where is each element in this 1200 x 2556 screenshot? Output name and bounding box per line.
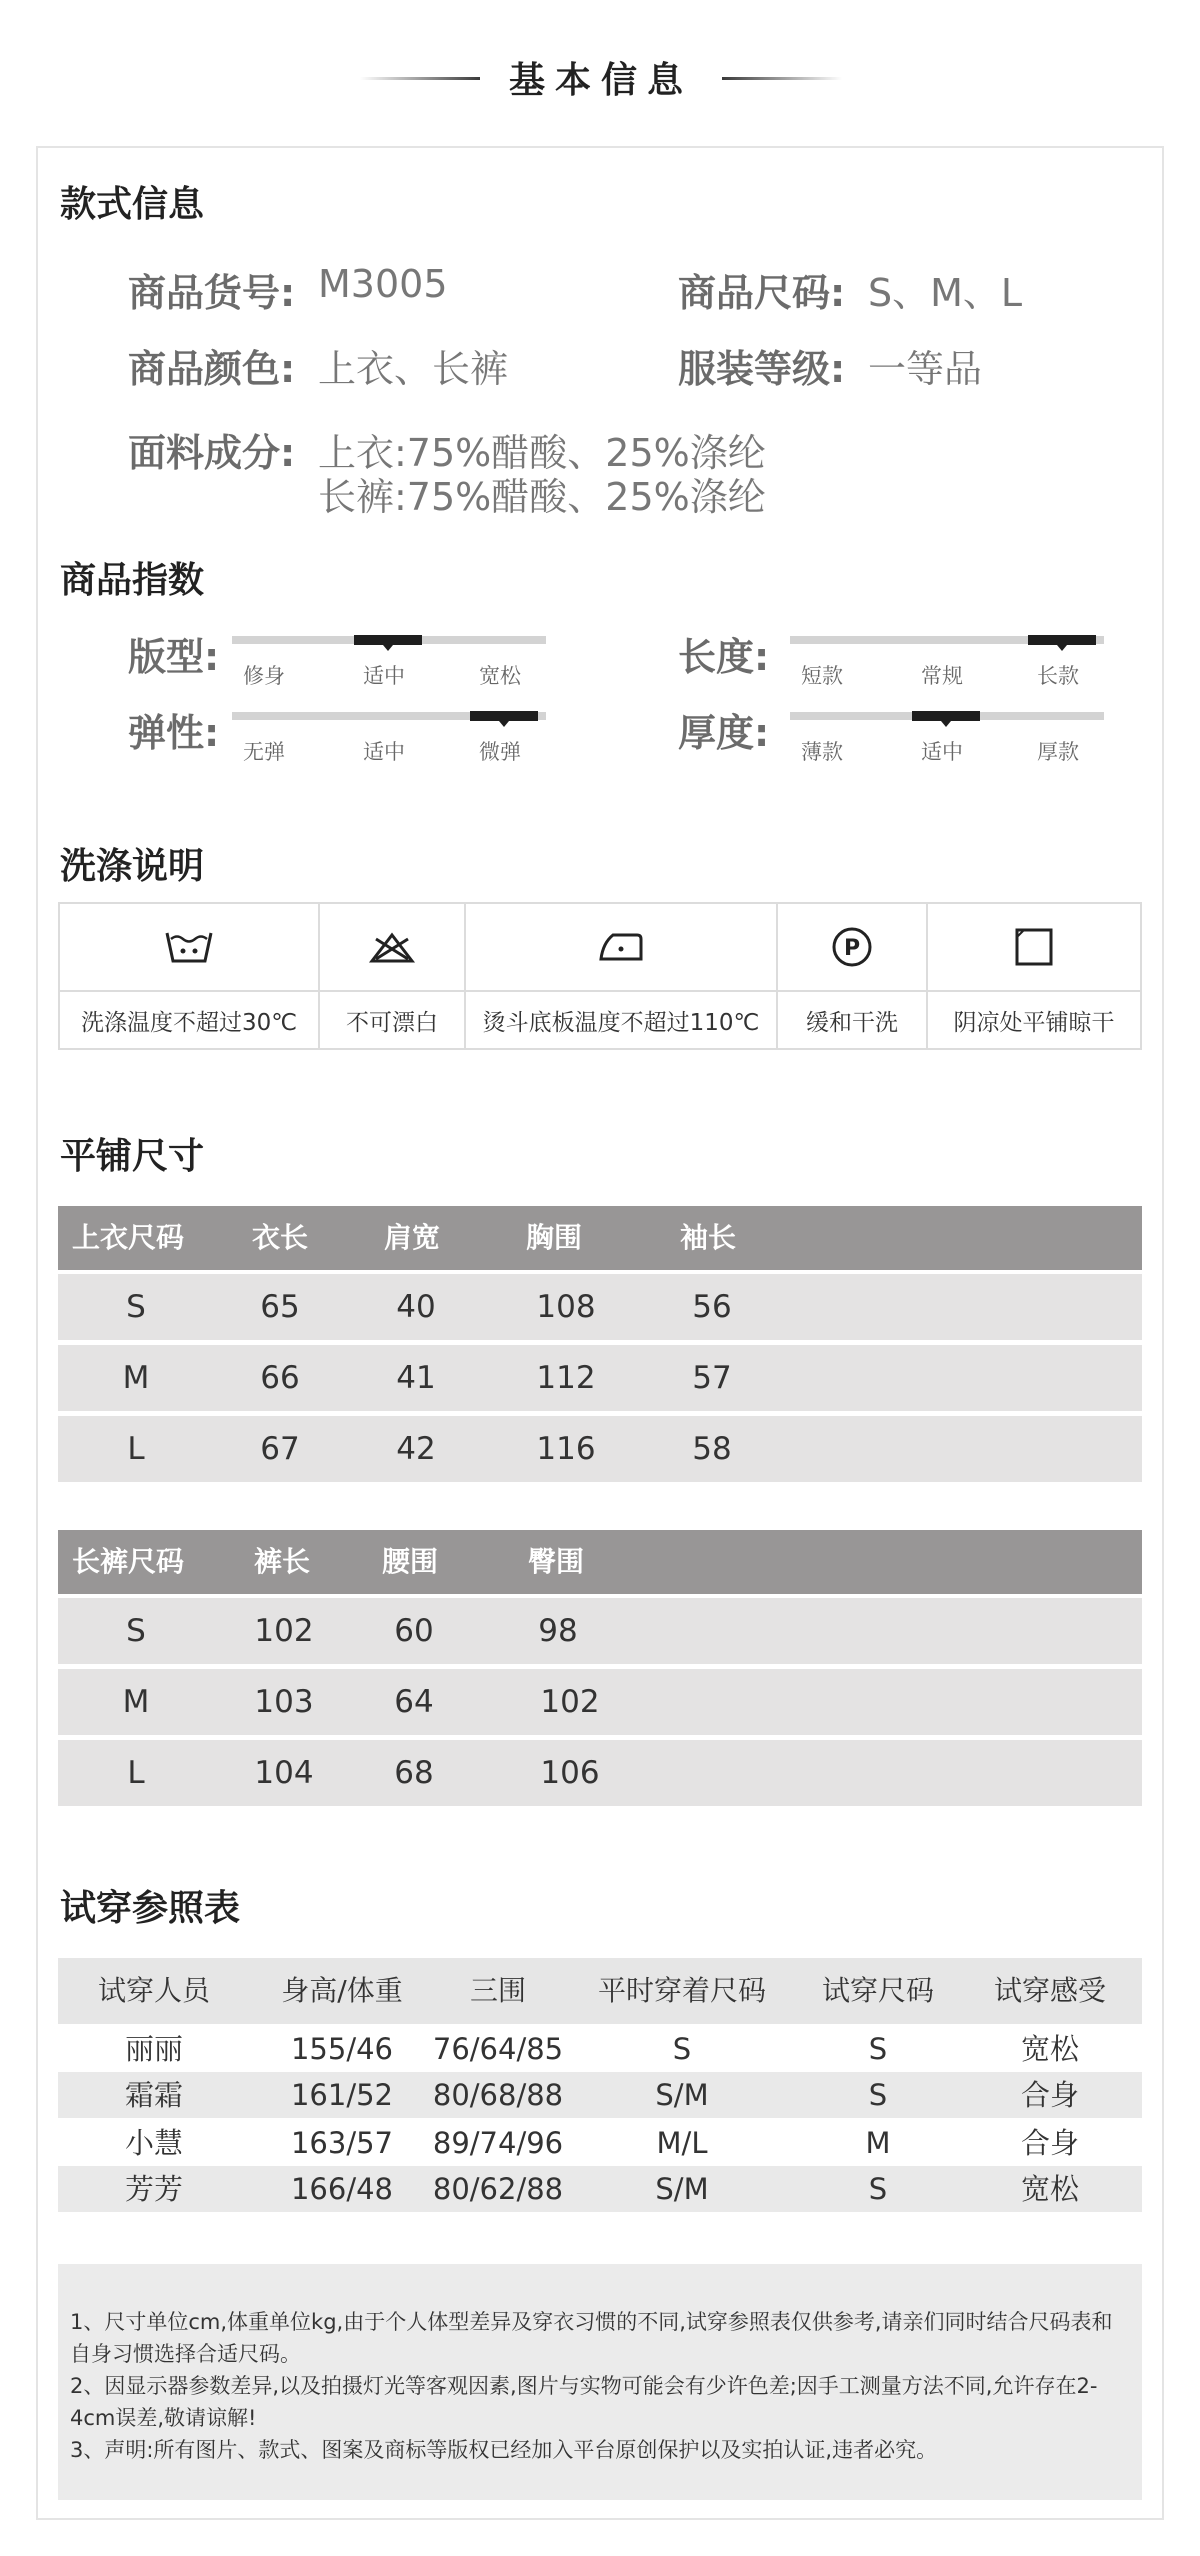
fabric-label: 面料成分: <box>128 431 296 475</box>
index-scale-tick: 适中 <box>363 664 405 688</box>
section-title-wash: 洗涤说明 <box>60 846 205 887</box>
sku-label: 商品货号: <box>128 271 296 315</box>
cell: 155/46 <box>290 2032 394 2066</box>
grade-value: 一等品 <box>868 347 983 391</box>
cell: 103 <box>254 1684 314 1720</box>
table-row <box>58 1598 1142 1664</box>
index-scale-tick: 修身 <box>243 664 285 688</box>
cell: 116 <box>536 1431 596 1467</box>
index-scale-marker <box>1028 635 1096 645</box>
cell: 102 <box>540 1684 600 1720</box>
cell: 163/57 <box>290 2126 394 2160</box>
cell: 58 <box>692 1431 732 1467</box>
wash-item-text: 缓和干洗 <box>806 1009 898 1036</box>
top-header-sleeve: 袖长 <box>680 1221 737 1254</box>
cell: 丽丽 <box>124 2032 184 2066</box>
cell: 41 <box>396 1360 436 1396</box>
cell: M <box>865 2126 891 2160</box>
index-scale-tick: 宽松 <box>479 664 521 688</box>
shade-dry-flat-icon <box>928 904 1140 992</box>
top-size-table-header <box>58 1206 1142 1270</box>
tryon-header-tried-size: 试穿尺码 <box>821 1974 935 2007</box>
color-label: 商品颜色: <box>128 347 296 391</box>
index-scale-track <box>232 636 546 644</box>
wash-item-text: 不可漂白 <box>346 1009 438 1036</box>
cell: 霜霜 <box>124 2078 184 2112</box>
cell: 104 <box>254 1755 314 1791</box>
cell: 112 <box>536 1360 596 1396</box>
cell: 76/64/85 <box>432 2032 564 2066</box>
cell: S <box>126 1289 146 1325</box>
wash-table <box>58 902 1142 1050</box>
table-row <box>58 2072 1142 2118</box>
cell: 42 <box>396 1431 436 1467</box>
tryon-table-header <box>58 1958 1142 2024</box>
pants-size-table-header <box>58 1530 1142 1594</box>
cell: 宽松 <box>1020 2032 1080 2066</box>
table-row <box>58 2026 1142 2072</box>
pants-header-waist: 腰围 <box>382 1545 439 1578</box>
table-row <box>58 1740 1142 1806</box>
table-row <box>58 1345 1142 1411</box>
index-scale-marker <box>470 711 538 721</box>
note-3: 3、声明:所有图片、款式、图案及商标等版权已经加入平台原创保护以及实拍认证,违者必究。 <box>70 2438 938 2462</box>
color-value: 上衣、长裤 <box>318 347 509 391</box>
dry-clean-p-icon <box>778 904 926 992</box>
wash-item <box>466 904 778 1048</box>
top-header-chest: 胸围 <box>526 1221 583 1254</box>
cell: S <box>126 1613 146 1649</box>
note-1: 1、尺寸单位cm,体重单位kg,由于个人体型差异及穿衣习惯的不同,试穿参照表仅供参考,请亲们同时结合尺码表和自身习惯选择合适尺码。 <box>70 2310 1113 2366</box>
index-scale-marker <box>354 635 422 645</box>
wash-30-icon <box>60 904 318 992</box>
table-row <box>58 2120 1142 2166</box>
index-scale-track <box>232 712 546 720</box>
index-scale-marker <box>912 711 980 721</box>
index-scale-track <box>790 712 1104 720</box>
pants-header-hip: 臀围 <box>528 1545 585 1578</box>
pants-header-size: 长裤尺码 <box>72 1545 185 1578</box>
index-scale-tick: 适中 <box>363 740 405 764</box>
index-scale-tick: 无弹 <box>243 740 285 764</box>
cell: M/L <box>656 2126 708 2160</box>
fabric-line-top: 上衣:75%醋酸、25%涤纶 <box>318 431 766 475</box>
wash-item-text: 阴凉处平铺晾干 <box>953 1009 1115 1036</box>
cell: 106 <box>540 1755 600 1791</box>
wash-item <box>778 904 928 1048</box>
cell: L <box>127 1431 145 1467</box>
index-scale-tick: 微弹 <box>479 740 521 764</box>
cell: S <box>868 2172 888 2206</box>
cell: 40 <box>396 1289 436 1325</box>
cell: 芳芳 <box>124 2172 184 2206</box>
note-2: 2、因显示器参数差异,以及拍摄灯光等客观因素,图片与实物可能会有少许色差;因手工测量方法不同,允许存在2-4cm误差,敬请谅解! <box>70 2374 1098 2430</box>
table-row <box>58 1274 1142 1340</box>
no-bleach-icon <box>320 904 464 992</box>
page-title: 基本信息 <box>508 60 693 101</box>
index-scale-label: 厚度: <box>678 711 770 755</box>
cell: 宽松 <box>1020 2172 1080 2206</box>
wash-item-text: 洗涤温度不超过30℃ <box>80 1009 298 1036</box>
wash-item <box>928 904 1140 1048</box>
tryon-header-usual-size: 平时穿着尺码 <box>597 1974 767 2007</box>
cell: 108 <box>536 1289 596 1325</box>
index-scale-track <box>790 636 1104 644</box>
index-scale-tick: 短款 <box>801 664 843 688</box>
tryon-header-person: 试穿人员 <box>97 1974 211 2007</box>
wash-item-text: 烫斗底板温度不超过110℃ <box>482 1009 760 1036</box>
index-scale-tick: 薄款 <box>801 740 843 764</box>
section-title-tryon: 试穿参照表 <box>60 1888 241 1929</box>
top-header-length: 衣长 <box>252 1221 309 1254</box>
iron-icon <box>466 904 776 992</box>
index-scale-tick: 常规 <box>921 664 963 688</box>
wash-item <box>320 904 466 1048</box>
section-title-index: 商品指数 <box>60 560 205 601</box>
cell: 102 <box>254 1613 314 1649</box>
index-scale-tick: 长款 <box>1037 664 1079 688</box>
cell: 57 <box>692 1360 732 1396</box>
index-scale-tick: 适中 <box>921 740 963 764</box>
top-header-size: 上衣尺码 <box>72 1221 185 1254</box>
cell: S <box>868 2078 888 2112</box>
size-value: S、M、L <box>868 271 1023 315</box>
tryon-header-feeling: 试穿感受 <box>993 1974 1107 2007</box>
cell: 合身 <box>1020 2126 1080 2160</box>
cell: S <box>672 2032 692 2066</box>
section-title-style-info: 款式信息 <box>60 184 205 225</box>
top-header-shoulder: 肩宽 <box>384 1221 441 1254</box>
cell: 98 <box>538 1613 578 1649</box>
svg-text:P: P <box>843 936 861 961</box>
cell: 64 <box>394 1684 434 1720</box>
header-left-rule <box>360 77 480 80</box>
cell: 80/62/88 <box>432 2172 564 2206</box>
cell: M <box>122 1360 150 1396</box>
cell: S <box>868 2032 888 2066</box>
cell: M <box>122 1684 150 1720</box>
index-scale-tick: 厚款 <box>1037 740 1079 764</box>
cell: 66 <box>260 1360 300 1396</box>
sku-value: M3005 <box>318 262 448 306</box>
cell: S/M <box>655 2172 709 2206</box>
fabric-line-pants: 长裤:75%醋酸、25%涤纶 <box>318 475 766 519</box>
section-title-flat-size: 平铺尺寸 <box>60 1136 205 1177</box>
grade-label: 服装等级: <box>678 347 846 391</box>
index-scale-label: 版型: <box>128 635 220 679</box>
size-label: 商品尺码: <box>678 271 846 315</box>
table-row <box>58 1669 1142 1735</box>
cell: 60 <box>394 1613 434 1649</box>
cell: S/M <box>655 2078 709 2112</box>
pants-header-length: 裤长 <box>254 1545 311 1578</box>
wash-item <box>60 904 320 1048</box>
tryon-header-measurements: 三围 <box>469 1974 527 2007</box>
cell: 68 <box>394 1755 434 1791</box>
table-row <box>58 2166 1142 2212</box>
cell: 166/48 <box>290 2172 394 2206</box>
cell: 合身 <box>1020 2078 1080 2112</box>
cell: 89/74/96 <box>432 2126 564 2160</box>
cell: 56 <box>692 1289 732 1325</box>
notes-box <box>58 2264 1142 2500</box>
cell: 65 <box>260 1289 300 1325</box>
index-scale-label: 弹性: <box>128 711 220 755</box>
cell: 161/52 <box>290 2078 394 2112</box>
index-scale-label: 长度: <box>678 635 770 679</box>
cell: L <box>127 1755 145 1791</box>
cell: 小慧 <box>124 2126 184 2160</box>
cell: 80/68/88 <box>432 2078 564 2112</box>
tryon-header-height-weight: 身高/体重 <box>281 1974 403 2007</box>
header-right-rule <box>722 77 842 80</box>
cell: 67 <box>260 1431 300 1467</box>
table-row <box>58 1416 1142 1482</box>
